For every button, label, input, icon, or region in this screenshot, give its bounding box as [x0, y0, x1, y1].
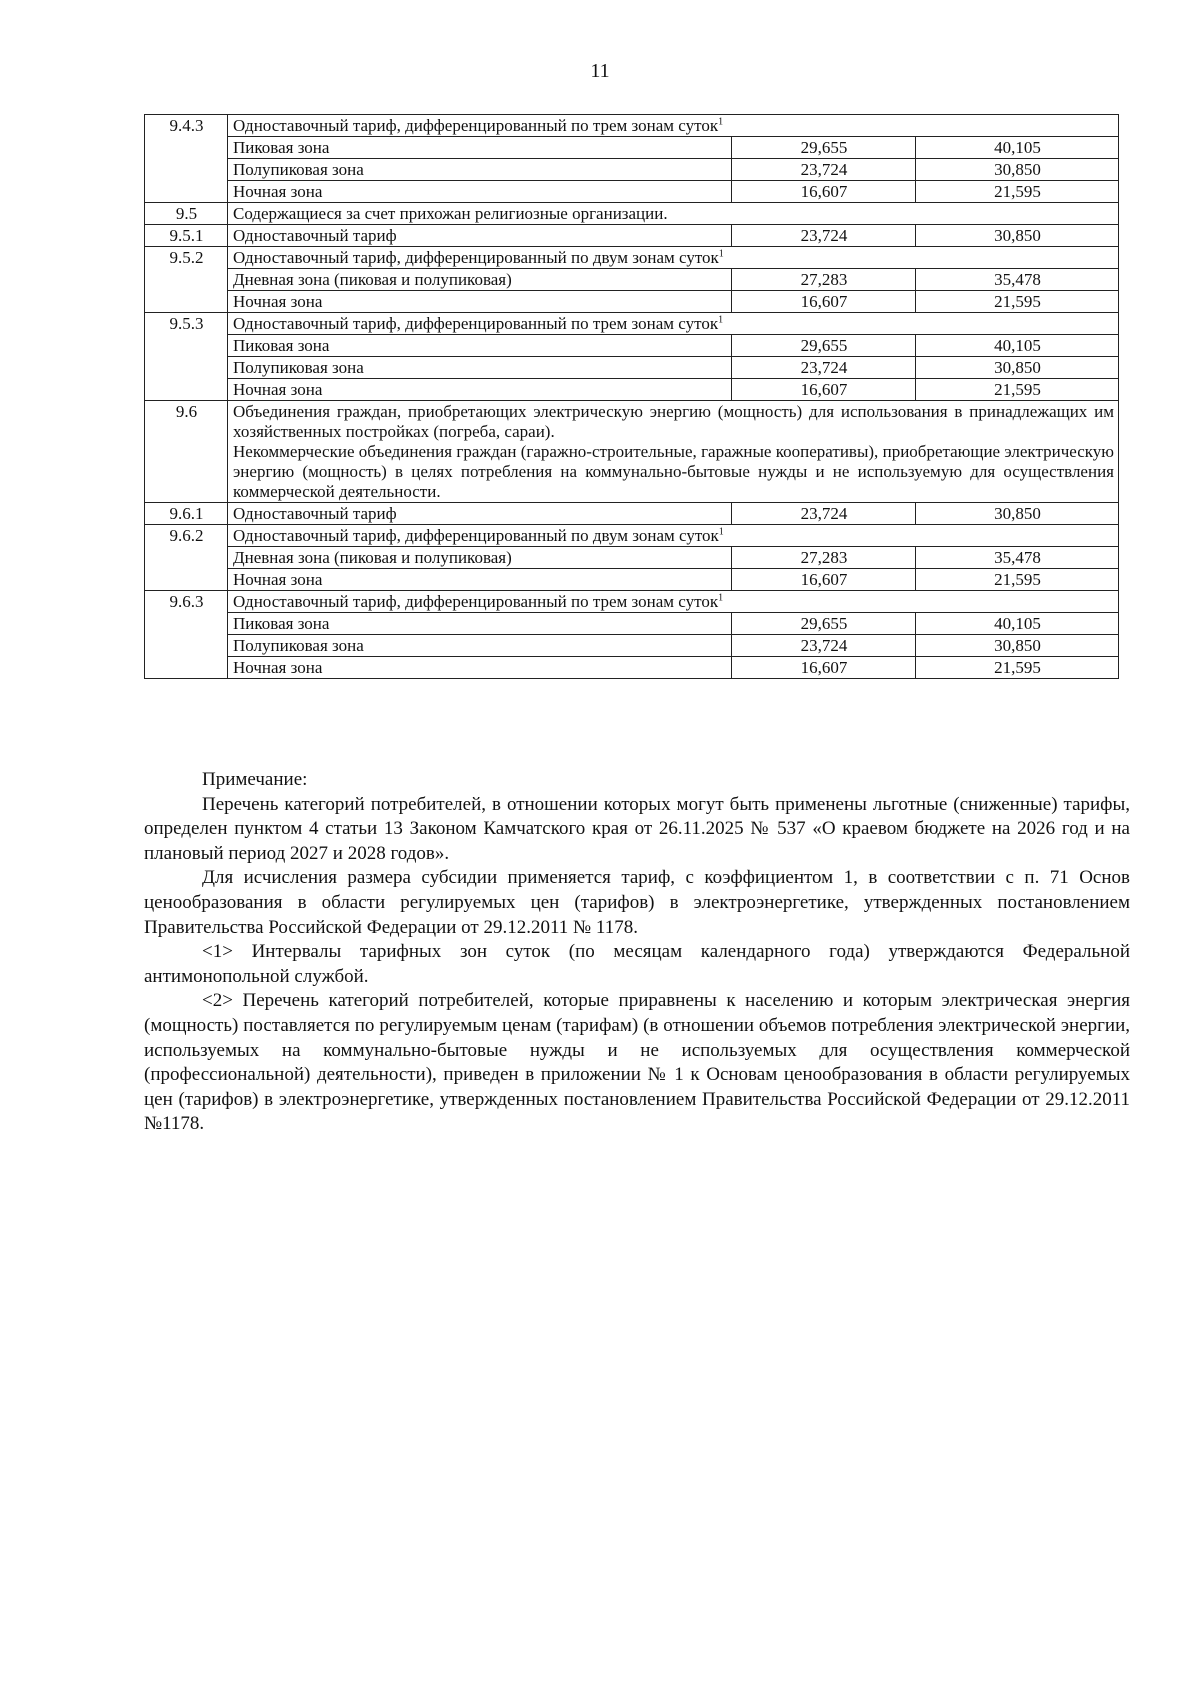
tariff-value-1: 23,724: [732, 159, 916, 181]
table-row: [145, 269, 1119, 291]
table-row: [145, 657, 1119, 679]
row-number: 9.4.3: [145, 115, 228, 203]
tariff-value-2: 40,105: [916, 137, 1119, 159]
table-row: [145, 635, 1119, 657]
tariff-label: [228, 569, 732, 591]
label-text: Пиковая зона: [233, 138, 330, 157]
tariff-label: [228, 335, 732, 357]
tariff-value-2: 21,595: [916, 181, 1119, 203]
section-label: [228, 313, 1119, 335]
label-text: Одноставочный тариф: [233, 504, 397, 523]
tariff-label: [228, 657, 732, 679]
note-paragraph: Перечень категорий потребителей, в отношении которых могут быть применены льготные (сниженные) тарифы, определен пунктом 4 статьи 13 Законом Камчатского края от 26.11.2025 № 537 «О краевом бюджете на 2026 год и на плановый период 2027 и 2028 годов».: [144, 793, 1130, 864]
section-label: [228, 525, 1119, 547]
tariff-value-2: 21,595: [916, 657, 1119, 679]
row-number: 9.6.2: [145, 525, 228, 591]
tariff-label: [228, 291, 732, 313]
tariff-value-2: 30,850: [916, 225, 1119, 247]
row-number: 9.6.1: [145, 503, 228, 525]
tariff-value-1: 27,283: [732, 547, 916, 569]
row-number: 9.6: [145, 401, 228, 503]
label-text: Одноставочный тариф, дифференцированный по двум зонам суток: [233, 248, 719, 267]
row-number: 9.5: [145, 203, 228, 225]
tariff-value-1: 29,655: [732, 137, 916, 159]
tariff-value-2: 30,850: [916, 357, 1119, 379]
tariff-value-2: 21,595: [916, 569, 1119, 591]
tariff-label: [228, 181, 732, 203]
category-text: Объединения граждан, приобретающих электрическую энергию (мощность) для использования в принадлежащих им хозяйственных постройках (погреба, сараи).: [233, 402, 1114, 441]
footnote-mark: 1: [718, 248, 724, 260]
tariff-value-1: 16,607: [732, 181, 916, 203]
tariff-label: [228, 357, 732, 379]
table-row: [145, 613, 1119, 635]
table-row: [145, 401, 1119, 503]
label-text: Пиковая зона: [233, 336, 330, 355]
category-description: [228, 401, 1119, 503]
note-paragraph: <2> Перечень категорий потребителей, которые приравнены к населению и которым электрическая энергия (мощность) поставляется по регулируемым ценам (тарифам) (в отношении объемов потребления электрической энергии, используемых на коммунально-бытовые нужды и не используемых для осуществления коммерческой (профессиональной) деятельности), приведен в приложении № 1 к Основам ценообразования в области регулируемых цен (тарифов) в электроэнергетике, утвержденных постановлением Правительства Российской Федерации от 29.12.2011 №1178.: [144, 990, 1130, 1135]
label-text: Полупиковая зона: [233, 358, 364, 377]
table-row: [145, 503, 1119, 525]
tariff-value-1: 16,607: [732, 379, 916, 401]
section-label: [228, 115, 1119, 137]
section-label: [228, 203, 1119, 225]
tariff-value-2: 30,850: [916, 635, 1119, 657]
category-text: Некоммерческие объединения граждан (гаражно-строительные, гаражные кооперативы), приобретающие электрическую энергию (мощность) в целях потребления на коммунально-бытовые нужды и не используемую для осуществления коммерческой деятельности.: [233, 442, 1114, 501]
table-row: [145, 357, 1119, 379]
tariff-value-1: 23,724: [732, 357, 916, 379]
footnote-mark: 1: [718, 526, 724, 538]
tariff-value-2: 40,105: [916, 335, 1119, 357]
tariff-label: [228, 379, 732, 401]
table-row: [145, 203, 1119, 225]
page-number: 11: [590, 60, 610, 82]
tariff-value-2: 40,105: [916, 613, 1119, 635]
tariff-value-1: 23,724: [732, 635, 916, 657]
label-text: Ночная зона: [233, 380, 323, 399]
table-row: [145, 137, 1119, 159]
tariff-value-1: 16,607: [732, 569, 916, 591]
notes-section: [144, 768, 1130, 1137]
table-row: [145, 181, 1119, 203]
tariff-value-2: 21,595: [916, 291, 1119, 313]
note-paragraph: Для исчисления размера субсидии применяется тариф, с коэффициентом 1, в соответствии с п. 71 Основ ценообразования в области регулируемых цен (тарифов) в электроэнергетике, утвержденных постановлением Правительства Российской Федерации от 29.12.2011 № 1178.: [144, 867, 1130, 938]
label-text: Одноставочный тариф, дифференцированный по трем зонам суток: [233, 314, 719, 333]
table-row: [145, 247, 1119, 269]
table-row: [145, 225, 1119, 247]
table-row: [145, 159, 1119, 181]
tariff-label: [228, 269, 732, 291]
tariff-value-1: 29,655: [732, 335, 916, 357]
tariff-value-1: 16,607: [732, 657, 916, 679]
section-label: [228, 247, 1119, 269]
tariff-label: [228, 159, 732, 181]
tariff-value-2: 35,478: [916, 269, 1119, 291]
table-row: [145, 525, 1119, 547]
label-text: Ночная зона: [233, 292, 323, 311]
label-text: Ночная зона: [233, 182, 323, 201]
tariff-value-1: 23,724: [732, 225, 916, 247]
table-row: [145, 379, 1119, 401]
tariff-value-1: 27,283: [732, 269, 916, 291]
label-text: Дневная зона (пиковая и полупиковая): [233, 270, 512, 289]
tariff-value-2: 30,850: [916, 503, 1119, 525]
table-row: [145, 569, 1119, 591]
label-text: Дневная зона (пиковая и полупиковая): [233, 548, 512, 567]
table-row: [145, 115, 1119, 137]
tariff-label: [228, 635, 732, 657]
label-text: Одноставочный тариф: [233, 226, 397, 245]
label-text: Одноставочный тариф, дифференцированный по трем зонам суток: [233, 592, 719, 611]
label-text: Пиковая зона: [233, 614, 330, 633]
tariff-value-1: 16,607: [732, 291, 916, 313]
label-text: Содержащиеся за счет прихожан религиозные организации.: [233, 204, 668, 223]
table-row: [145, 591, 1119, 613]
tariff-value-1: 29,655: [732, 613, 916, 635]
note-paragraph: <1> Интервалы тарифных зон суток (по месяцам календарного года) утверждаются Федеральной антимонопольной службой.: [144, 941, 1130, 987]
label-text: Ночная зона: [233, 658, 323, 677]
label-text: Ночная зона: [233, 570, 323, 589]
row-number: 9.5.2: [145, 247, 228, 313]
label-text: Одноставочный тариф, дифференцированный по двум зонам суток: [233, 526, 719, 545]
notes-title: Примечание:: [202, 769, 308, 790]
tariff-label: [228, 503, 732, 525]
section-label: [228, 591, 1119, 613]
row-number: 9.5.3: [145, 313, 228, 401]
footnote-mark: 1: [718, 592, 724, 604]
tariff-value-1: 23,724: [732, 503, 916, 525]
tariff-value-2: 21,595: [916, 379, 1119, 401]
label-text: Одноставочный тариф, дифференцированный по трем зонам суток: [233, 116, 719, 135]
label-text: Полупиковая зона: [233, 160, 364, 179]
table-row: [145, 291, 1119, 313]
footnote-mark: 1: [718, 116, 724, 128]
tariff-label: [228, 137, 732, 159]
tariff-label: [228, 613, 732, 635]
tariff-label: [228, 225, 732, 247]
tariff-table: [144, 114, 1119, 679]
tariff-value-2: 30,850: [916, 159, 1119, 181]
row-number: 9.5.1: [145, 225, 228, 247]
footnote-mark: 1: [718, 314, 724, 326]
table-row: [145, 313, 1119, 335]
table-row: [145, 335, 1119, 357]
tariff-label: [228, 547, 732, 569]
tariff-value-2: 35,478: [916, 547, 1119, 569]
row-number: 9.6.3: [145, 591, 228, 679]
tariff-table-body: [145, 115, 1119, 679]
table-row: [145, 547, 1119, 569]
label-text: Полупиковая зона: [233, 636, 364, 655]
